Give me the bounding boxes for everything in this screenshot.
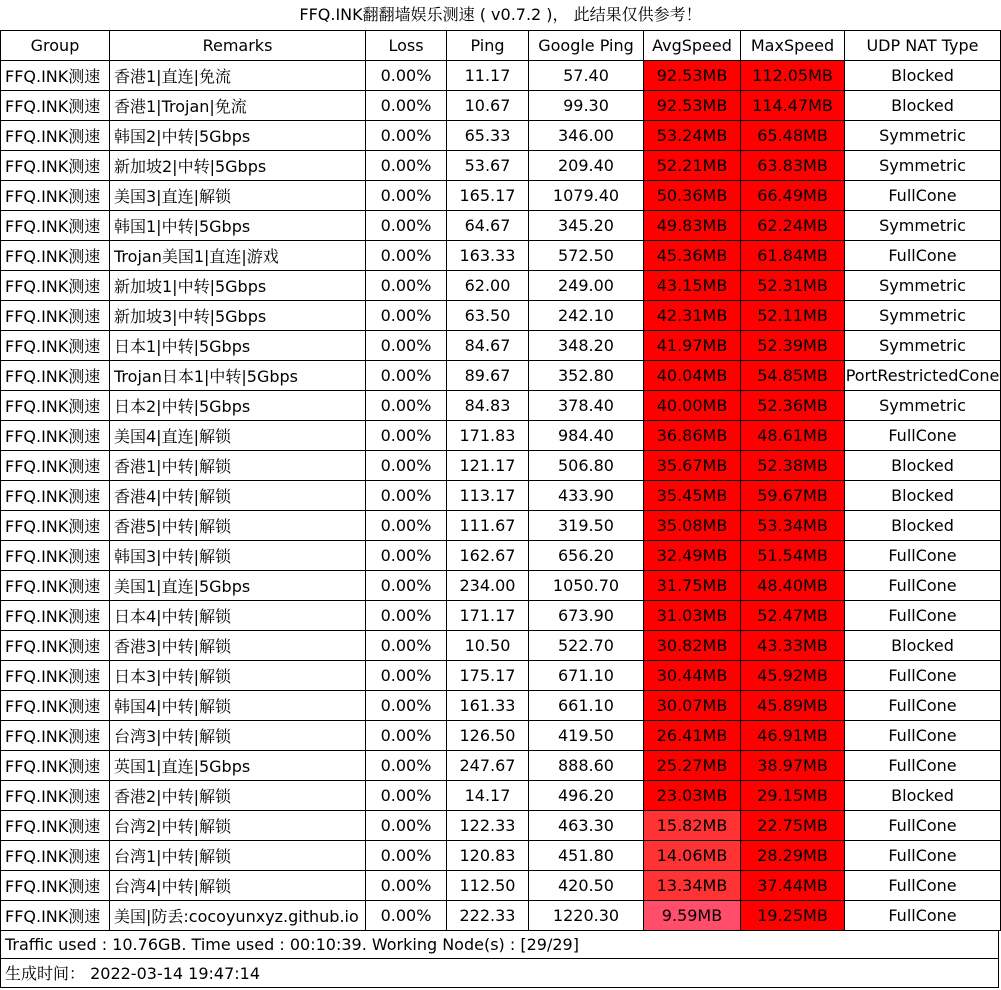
- cell-ping: 14.17: [447, 781, 529, 811]
- cell-google-ping: 656.20: [529, 541, 644, 571]
- cell-remarks: 韩国3|中转|解锁: [110, 541, 366, 571]
- cell-remarks: 日本3|中转|解锁: [110, 661, 366, 691]
- cell-max-speed: 59.67MB: [741, 481, 845, 511]
- cell-loss: 0.00%: [366, 781, 447, 811]
- table-row: [1, 451, 1001, 481]
- cell-max-speed: 28.29MB: [741, 841, 845, 871]
- cell-max-speed: 38.97MB: [741, 751, 845, 781]
- cell-remarks: 美国|防丢:cocoyunxyz.github.io: [110, 901, 366, 931]
- table-row: [1, 661, 1001, 691]
- cell-ping: 126.50: [447, 721, 529, 751]
- cell-remarks: Trojan美国1|直连|游戏: [110, 241, 366, 271]
- cell-group: FFQ.INK测速: [1, 151, 110, 181]
- cell-remarks: 香港1|Trojan|免流: [110, 91, 366, 121]
- cell-google-ping: 661.10: [529, 691, 644, 721]
- cell-remarks: 台湾4|中转|解锁: [110, 871, 366, 901]
- cell-udp-nat-type: Symmetric: [845, 151, 1001, 181]
- table-row: [1, 181, 1001, 211]
- cell-max-speed: 45.92MB: [741, 661, 845, 691]
- cell-loss: 0.00%: [366, 721, 447, 751]
- cell-remarks: 香港5|中转|解锁: [110, 511, 366, 541]
- table-row: [1, 721, 1001, 751]
- table-row: [1, 841, 1001, 871]
- cell-udp-nat-type: FullCone: [845, 841, 1001, 871]
- cell-avg-speed: 36.86MB: [644, 421, 741, 451]
- cell-group: FFQ.INK测速: [1, 451, 110, 481]
- cell-max-speed: 112.05MB: [741, 61, 845, 91]
- cell-google-ping: 984.40: [529, 421, 644, 451]
- table-row: [1, 391, 1001, 421]
- cell-remarks: 美国1|直连|5Gbps: [110, 571, 366, 601]
- cell-loss: 0.00%: [366, 271, 447, 301]
- cell-google-ping: 671.10: [529, 661, 644, 691]
- cell-group: FFQ.INK测速: [1, 241, 110, 271]
- cell-udp-nat-type: Symmetric: [845, 121, 1001, 151]
- cell-avg-speed: 25.27MB: [644, 751, 741, 781]
- cell-max-speed: 54.85MB: [741, 361, 845, 391]
- results-table: [0, 30, 1001, 931]
- cell-google-ping: 99.30: [529, 91, 644, 121]
- cell-avg-speed: 9.59MB: [644, 901, 741, 931]
- table-row: [1, 481, 1001, 511]
- cell-google-ping: 496.20: [529, 781, 644, 811]
- cell-remarks: 台湾3|中转|解锁: [110, 721, 366, 751]
- header-remarks: Remarks: [110, 31, 366, 61]
- cell-ping: 84.83: [447, 391, 529, 421]
- cell-udp-nat-type: Blocked: [845, 781, 1001, 811]
- results-body: [1, 61, 1001, 931]
- cell-max-speed: 19.25MB: [741, 901, 845, 931]
- cell-remarks: 美国4|直连|解锁: [110, 421, 366, 451]
- cell-avg-speed: 35.67MB: [644, 451, 741, 481]
- cell-group: FFQ.INK测速: [1, 331, 110, 361]
- header-group: Group: [1, 31, 110, 61]
- cell-max-speed: 45.89MB: [741, 691, 845, 721]
- cell-max-speed: 51.54MB: [741, 541, 845, 571]
- cell-remarks: 日本2|中转|5Gbps: [110, 391, 366, 421]
- cell-remarks: 香港4|中转|解锁: [110, 481, 366, 511]
- cell-loss: 0.00%: [366, 391, 447, 421]
- cell-google-ping: 1050.70: [529, 571, 644, 601]
- cell-avg-speed: 35.45MB: [644, 481, 741, 511]
- cell-max-speed: 52.36MB: [741, 391, 845, 421]
- cell-group: FFQ.INK测速: [1, 121, 110, 151]
- cell-loss: 0.00%: [366, 61, 447, 91]
- cell-udp-nat-type: Blocked: [845, 631, 1001, 661]
- cell-remarks: 日本4|中转|解锁: [110, 601, 366, 631]
- header-row: [1, 31, 1001, 61]
- cell-remarks: Trojan日本1|中转|5Gbps: [110, 361, 366, 391]
- cell-udp-nat-type: FullCone: [845, 751, 1001, 781]
- cell-max-speed: 66.49MB: [741, 181, 845, 211]
- cell-google-ping: 433.90: [529, 481, 644, 511]
- cell-remarks: 香港1|直连|免流: [110, 61, 366, 91]
- cell-udp-nat-type: Blocked: [845, 91, 1001, 121]
- cell-ping: 111.67: [447, 511, 529, 541]
- cell-loss: 0.00%: [366, 241, 447, 271]
- cell-avg-speed: 43.15MB: [644, 271, 741, 301]
- cell-avg-speed: 40.00MB: [644, 391, 741, 421]
- cell-ping: 120.83: [447, 841, 529, 871]
- table-row: [1, 691, 1001, 721]
- table-row: [1, 211, 1001, 241]
- cell-avg-speed: 45.36MB: [644, 241, 741, 271]
- cell-group: FFQ.INK测速: [1, 391, 110, 421]
- cell-loss: 0.00%: [366, 301, 447, 331]
- cell-avg-speed: 41.97MB: [644, 331, 741, 361]
- cell-group: FFQ.INK测速: [1, 211, 110, 241]
- cell-udp-nat-type: FullCone: [845, 421, 1001, 451]
- cell-loss: 0.00%: [366, 631, 447, 661]
- cell-max-speed: 114.47MB: [741, 91, 845, 121]
- cell-google-ping: 888.60: [529, 751, 644, 781]
- cell-loss: 0.00%: [366, 181, 447, 211]
- cell-remarks: 台湾1|中转|解锁: [110, 841, 366, 871]
- cell-udp-nat-type: FullCone: [845, 901, 1001, 931]
- cell-remarks: 新加坡1|中转|5Gbps: [110, 271, 366, 301]
- cell-loss: 0.00%: [366, 871, 447, 901]
- cell-group: FFQ.INK测速: [1, 781, 110, 811]
- traffic-summary: Traffic used : 10.76GB. Time used : 00:10:39. Working Node(s) : [29/29]: [0, 930, 999, 959]
- table-row: [1, 361, 1001, 391]
- cell-google-ping: 419.50: [529, 721, 644, 751]
- cell-group: FFQ.INK测速: [1, 631, 110, 661]
- cell-group: FFQ.INK测速: [1, 691, 110, 721]
- cell-group: FFQ.INK测速: [1, 751, 110, 781]
- cell-max-speed: 29.15MB: [741, 781, 845, 811]
- cell-avg-speed: 30.44MB: [644, 661, 741, 691]
- cell-ping: 161.33: [447, 691, 529, 721]
- cell-google-ping: 451.80: [529, 841, 644, 871]
- table-row: [1, 61, 1001, 91]
- cell-ping: 84.67: [447, 331, 529, 361]
- cell-remarks: 新加坡2|中转|5Gbps: [110, 151, 366, 181]
- cell-udp-nat-type: Symmetric: [845, 391, 1001, 421]
- table-row: [1, 631, 1001, 661]
- cell-ping: 234.00: [447, 571, 529, 601]
- table-row: [1, 781, 1001, 811]
- table-row: [1, 871, 1001, 901]
- cell-ping: 121.17: [447, 451, 529, 481]
- cell-ping: 11.17: [447, 61, 529, 91]
- cell-loss: 0.00%: [366, 661, 447, 691]
- cell-google-ping: 249.00: [529, 271, 644, 301]
- cell-max-speed: 43.33MB: [741, 631, 845, 661]
- cell-avg-speed: 23.03MB: [644, 781, 741, 811]
- cell-avg-speed: 52.21MB: [644, 151, 741, 181]
- cell-avg-speed: 14.06MB: [644, 841, 741, 871]
- cell-ping: 64.67: [447, 211, 529, 241]
- cell-group: FFQ.INK测速: [1, 61, 110, 91]
- cell-udp-nat-type: Blocked: [845, 511, 1001, 541]
- table-row: [1, 301, 1001, 331]
- table-row: [1, 91, 1001, 121]
- cell-max-speed: 22.75MB: [741, 811, 845, 841]
- cell-udp-nat-type: FullCone: [845, 691, 1001, 721]
- cell-avg-speed: 53.24MB: [644, 121, 741, 151]
- cell-max-speed: 52.31MB: [741, 271, 845, 301]
- table-row: [1, 601, 1001, 631]
- cell-avg-speed: 42.31MB: [644, 301, 741, 331]
- cell-group: FFQ.INK测速: [1, 541, 110, 571]
- cell-ping: 62.00: [447, 271, 529, 301]
- cell-remarks: 韩国4|中转|解锁: [110, 691, 366, 721]
- cell-remarks: 香港3|中转|解锁: [110, 631, 366, 661]
- cell-udp-nat-type: Symmetric: [845, 271, 1001, 301]
- cell-google-ping: 348.20: [529, 331, 644, 361]
- cell-udp-nat-type: FullCone: [845, 871, 1001, 901]
- cell-avg-speed: 31.75MB: [644, 571, 741, 601]
- cell-udp-nat-type: Symmetric: [845, 301, 1001, 331]
- cell-udp-nat-type: Symmetric: [845, 331, 1001, 361]
- cell-loss: 0.00%: [366, 811, 447, 841]
- header-google-ping: Google Ping: [529, 31, 644, 61]
- cell-ping: 112.50: [447, 871, 529, 901]
- cell-group: FFQ.INK测速: [1, 871, 110, 901]
- cell-google-ping: 346.00: [529, 121, 644, 151]
- table-row: [1, 151, 1001, 181]
- cell-avg-speed: 32.49MB: [644, 541, 741, 571]
- table-row: [1, 571, 1001, 601]
- cell-google-ping: 420.50: [529, 871, 644, 901]
- cell-udp-nat-type: FullCone: [845, 571, 1001, 601]
- cell-ping: 162.67: [447, 541, 529, 571]
- table-row: [1, 331, 1001, 361]
- cell-google-ping: 345.20: [529, 211, 644, 241]
- cell-ping: 222.33: [447, 901, 529, 931]
- cell-max-speed: 48.61MB: [741, 421, 845, 451]
- cell-loss: 0.00%: [366, 571, 447, 601]
- cell-group: FFQ.INK测速: [1, 661, 110, 691]
- header-max-speed: MaxSpeed: [741, 31, 845, 61]
- cell-avg-speed: 15.82MB: [644, 811, 741, 841]
- cell-udp-nat-type: FullCone: [845, 811, 1001, 841]
- header-avg-speed: AvgSpeed: [644, 31, 741, 61]
- cell-avg-speed: 35.08MB: [644, 511, 741, 541]
- cell-ping: 10.67: [447, 91, 529, 121]
- cell-loss: 0.00%: [366, 331, 447, 361]
- cell-remarks: 新加坡3|中转|5Gbps: [110, 301, 366, 331]
- cell-group: FFQ.INK测速: [1, 571, 110, 601]
- cell-avg-speed: 13.34MB: [644, 871, 741, 901]
- cell-ping: 122.33: [447, 811, 529, 841]
- cell-loss: 0.00%: [366, 541, 447, 571]
- table-row: [1, 421, 1001, 451]
- cell-group: FFQ.INK测速: [1, 811, 110, 841]
- cell-google-ping: 506.80: [529, 451, 644, 481]
- cell-ping: 63.50: [447, 301, 529, 331]
- cell-udp-nat-type: FullCone: [845, 241, 1001, 271]
- cell-ping: 175.17: [447, 661, 529, 691]
- cell-loss: 0.00%: [366, 361, 447, 391]
- cell-max-speed: 52.39MB: [741, 331, 845, 361]
- cell-google-ping: 463.30: [529, 811, 644, 841]
- cell-max-speed: 53.34MB: [741, 511, 845, 541]
- header-udp-nat-type: UDP NAT Type: [845, 31, 1001, 61]
- cell-loss: 0.00%: [366, 121, 447, 151]
- cell-google-ping: 572.50: [529, 241, 644, 271]
- cell-avg-speed: 26.41MB: [644, 721, 741, 751]
- cell-max-speed: 37.44MB: [741, 871, 845, 901]
- cell-google-ping: 522.70: [529, 631, 644, 661]
- cell-ping: 171.83: [447, 421, 529, 451]
- cell-google-ping: 242.10: [529, 301, 644, 331]
- cell-udp-nat-type: FullCone: [845, 661, 1001, 691]
- cell-group: FFQ.INK测速: [1, 511, 110, 541]
- cell-ping: 247.67: [447, 751, 529, 781]
- cell-google-ping: 1220.30: [529, 901, 644, 931]
- cell-loss: 0.00%: [366, 451, 447, 481]
- cell-ping: 65.33: [447, 121, 529, 151]
- cell-google-ping: 352.80: [529, 361, 644, 391]
- cell-max-speed: 61.84MB: [741, 241, 845, 271]
- table-row: [1, 511, 1001, 541]
- cell-group: FFQ.INK测速: [1, 901, 110, 931]
- cell-udp-nat-type: Blocked: [845, 451, 1001, 481]
- cell-max-speed: 62.24MB: [741, 211, 845, 241]
- table-row: [1, 901, 1001, 931]
- cell-avg-speed: 40.04MB: [644, 361, 741, 391]
- cell-ping: 89.67: [447, 361, 529, 391]
- cell-google-ping: 673.90: [529, 601, 644, 631]
- cell-loss: 0.00%: [366, 691, 447, 721]
- header-loss: Loss: [366, 31, 447, 61]
- table-row: [1, 121, 1001, 151]
- cell-loss: 0.00%: [366, 751, 447, 781]
- cell-ping: 10.50: [447, 631, 529, 661]
- cell-avg-speed: 50.36MB: [644, 181, 741, 211]
- cell-group: FFQ.INK测速: [1, 271, 110, 301]
- cell-avg-speed: 92.53MB: [644, 61, 741, 91]
- cell-udp-nat-type: FullCone: [845, 181, 1001, 211]
- cell-remarks: 香港2|中转|解锁: [110, 781, 366, 811]
- cell-remarks: 台湾2|中转|解锁: [110, 811, 366, 841]
- cell-loss: 0.00%: [366, 901, 447, 931]
- cell-remarks: 韩国1|中转|5Gbps: [110, 211, 366, 241]
- cell-loss: 0.00%: [366, 601, 447, 631]
- cell-max-speed: 52.11MB: [741, 301, 845, 331]
- cell-max-speed: 52.47MB: [741, 601, 845, 631]
- cell-udp-nat-type: Blocked: [845, 481, 1001, 511]
- cell-avg-speed: 49.83MB: [644, 211, 741, 241]
- cell-group: FFQ.INK测速: [1, 91, 110, 121]
- cell-group: FFQ.INK测速: [1, 721, 110, 751]
- cell-ping: 163.33: [447, 241, 529, 271]
- cell-avg-speed: 30.07MB: [644, 691, 741, 721]
- cell-google-ping: 57.40: [529, 61, 644, 91]
- cell-avg-speed: 30.82MB: [644, 631, 741, 661]
- cell-ping: 165.17: [447, 181, 529, 211]
- cell-remarks: 韩国2|中转|5Gbps: [110, 121, 366, 151]
- table-row: [1, 271, 1001, 301]
- cell-loss: 0.00%: [366, 511, 447, 541]
- header-ping: Ping: [447, 31, 529, 61]
- cell-group: FFQ.INK测速: [1, 301, 110, 331]
- cell-max-speed: 46.91MB: [741, 721, 845, 751]
- cell-udp-nat-type: FullCone: [845, 601, 1001, 631]
- cell-group: FFQ.INK测速: [1, 481, 110, 511]
- cell-loss: 0.00%: [366, 211, 447, 241]
- cell-remarks: 美国3|直连|解锁: [110, 181, 366, 211]
- cell-remarks: 香港1|中转|解锁: [110, 451, 366, 481]
- cell-max-speed: 63.83MB: [741, 151, 845, 181]
- cell-google-ping: 209.40: [529, 151, 644, 181]
- cell-loss: 0.00%: [366, 481, 447, 511]
- cell-udp-nat-type: PortRestrictedCone: [845, 361, 1001, 391]
- cell-google-ping: 1079.40: [529, 181, 644, 211]
- cell-loss: 0.00%: [366, 841, 447, 871]
- cell-udp-nat-type: FullCone: [845, 541, 1001, 571]
- cell-udp-nat-type: FullCone: [845, 721, 1001, 751]
- cell-ping: 113.17: [447, 481, 529, 511]
- cell-group: FFQ.INK测速: [1, 841, 110, 871]
- cell-group: FFQ.INK测速: [1, 601, 110, 631]
- cell-loss: 0.00%: [366, 421, 447, 451]
- cell-max-speed: 48.40MB: [741, 571, 845, 601]
- generated-time: 生成时间： 2022-03-14 19:47:14: [0, 959, 999, 988]
- cell-ping: 171.17: [447, 601, 529, 631]
- cell-group: FFQ.INK测速: [1, 181, 110, 211]
- table-row: [1, 541, 1001, 571]
- cell-max-speed: 65.48MB: [741, 121, 845, 151]
- cell-udp-nat-type: Blocked: [845, 61, 1001, 91]
- cell-google-ping: 378.40: [529, 391, 644, 421]
- cell-loss: 0.00%: [366, 91, 447, 121]
- cell-avg-speed: 92.53MB: [644, 91, 741, 121]
- cell-udp-nat-type: Symmetric: [845, 211, 1001, 241]
- cell-loss: 0.00%: [366, 151, 447, 181]
- cell-google-ping: 319.50: [529, 511, 644, 541]
- cell-max-speed: 52.38MB: [741, 451, 845, 481]
- table-row: [1, 241, 1001, 271]
- cell-group: FFQ.INK测速: [1, 421, 110, 451]
- cell-group: FFQ.INK测速: [1, 361, 110, 391]
- report-title: FFQ.INK翻翻墙娱乐测速 ( v0.7.2 )， 此结果仅供参考！: [299, 5, 702, 24]
- cell-remarks: 日本1|中转|5Gbps: [110, 331, 366, 361]
- table-row: [1, 751, 1001, 781]
- cell-remarks: 英国1|直连|5Gbps: [110, 751, 366, 781]
- table-row: [1, 811, 1001, 841]
- cell-ping: 53.67: [447, 151, 529, 181]
- cell-avg-speed: 31.03MB: [644, 601, 741, 631]
